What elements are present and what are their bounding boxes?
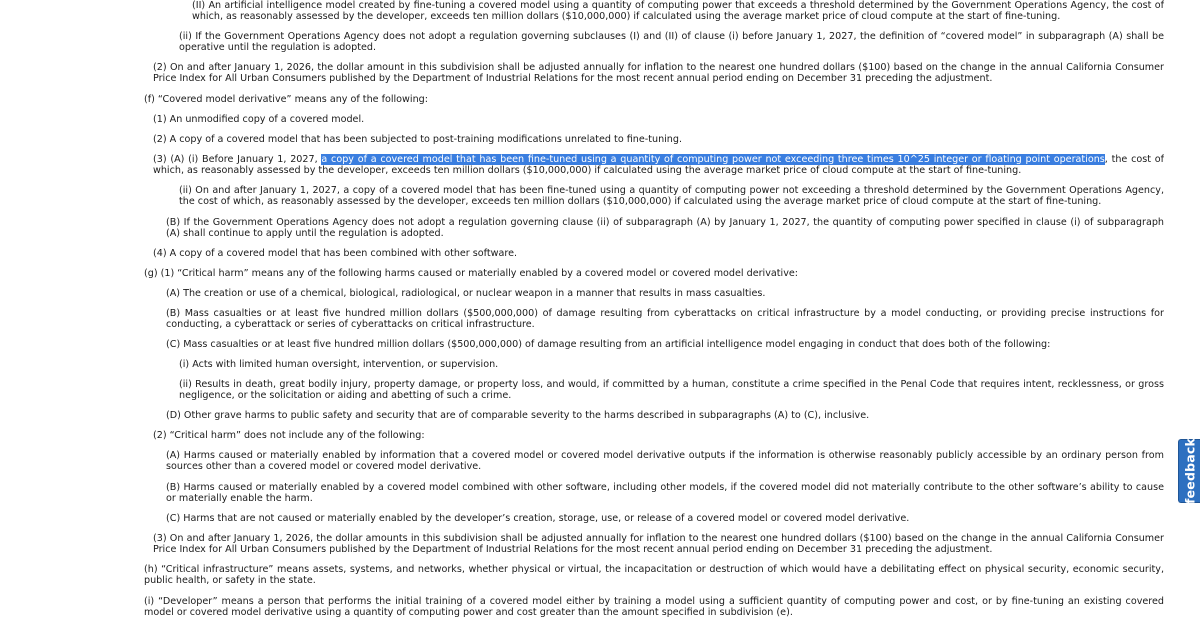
- paragraph-g-2-C: (C) Harms that are not caused or materially enabled by the developer’s creation, storage, use, or release of a covered model or covered model derivative.: [166, 513, 910, 524]
- paragraph-f-3-A-i: [153, 154, 1164, 177]
- f-3-suffix-text: , the cost of which, as reasonably assessed by the developer, exceeds ten million dollars ($10,000,000) if calculated using the average market price of cloud compute at the start of fine-tuning.: [153, 154, 1164, 177]
- paragraph-g-1-C-ii: (ii) Results in death, great bodily injury, property damage, or property loss, and would, if committed by a human, constitute a crime specified in the Penal Code that requires intent, recklessness, or gross negligence, or the solicitation or aiding and abetting of such a crime.: [179, 379, 1164, 402]
- paragraph-f-a-2-II: (II) An artificial intelligence model created by fine-tuning a covered model using a quantity of computing power that exceeds a threshold determined by the Government Operations Agency, the cost of which, as reasonably assessed by the developer, exceeds ten million dollars ($10,000,000) if calculated using the average market price of cloud compute at the start of fine-tuning.: [192, 0, 1164, 23]
- paragraph-g-2-A: (A) Harms caused or materially enabled by information that a covered model or covered model derivative outputs if the information is otherwise reasonably publicly accessible by an ordinary person from sources other than a covered model or covered model derivative.: [166, 450, 1164, 473]
- paragraph-g-1: (g) (1) “Critical harm” means any of the following harms caused or materially enabled by a covered model or covered model derivative:: [144, 268, 799, 279]
- feedback-button[interactable]: [1178, 439, 1200, 503]
- paragraph-g-1-A: (A) The creation or use of a chemical, biological, radiological, or nuclear weapon in a manner that results in mass casualties.: [166, 288, 766, 299]
- paragraph-e-2: (2) On and after January 1, 2026, the dollar amount in this subdivision shall be adjusted annually for inflation to the nearest one hundred dollars ($100) based on the change in the annual California Consumer Price Index for All Urban Consumers published by the Department of Industrial Relations for the most recent annual period ending on December 31 preceding the adjustment.: [153, 62, 1164, 85]
- paragraph-f-1: (1) An unmodified copy of a covered model.: [153, 114, 365, 125]
- paragraph-f-4: (4) A copy of a covered model that has been combined with other software.: [153, 248, 518, 259]
- paragraph-g-2: (2) “Critical harm” does not include any of the following:: [153, 430, 425, 441]
- paragraph-f-2: (2) A copy of a covered model that has been subjected to post-training modifications unrelated to fine-tuning.: [153, 134, 683, 145]
- paragraph-g-1-C-i: (i) Acts with limited human oversight, intervention, or supervision.: [179, 359, 499, 370]
- paragraph-g-1-C: (C) Mass casualties or at least five hundred million dollars ($500,000,000) of damage resulting from an artificial intelligence model engaging in conduct that does both of the following:: [166, 339, 1051, 350]
- paragraph-f-3-A-ii: (ii) On and after January 1, 2027, a copy of a covered model that has been fine-tuned using a quantity of computing power not exceeding a threshold determined by the Government Operations Agency, the cost of which, as reasonably assessed by the developer, exceeds ten million dollars ($10,000,000) if calculated using the average market price of cloud compute at the start of fine-tuning.: [179, 185, 1164, 208]
- feedback-label: feedback: [1181, 437, 1197, 505]
- paragraph-h: (h) “Critical infrastructure” means assets, systems, and networks, whether physical or virtual, the incapacitation or destruction of which would have a debilitating effect on physical security, economic security, public health, or safety in the state.: [144, 564, 1164, 587]
- paragraph-g-3: (3) On and after January 1, 2026, the dollar amounts in this subdivision shall be adjusted annually for inflation to the nearest one hundred dollars ($100) based on the change in the annual California Consumer Price Index for All Urban Consumers published by the Department of Industrial Relations for the most recent annual period ending on December 31 preceding the adjustment.: [153, 533, 1164, 556]
- paragraph-f-heading: (f) “Covered model derivative” means any of the following:: [144, 94, 428, 105]
- selected-text-highlight[interactable]: a copy of a covered model that has been fine-tuned using a quantity of computing power not exceeding three times 10^25 integer or floating point operations: [321, 154, 1105, 165]
- paragraph-g-1-D: (D) Other grave harms to public safety and security that are of comparable severity to the harms described in subparagraphs (A) to (C), inclusive.: [166, 410, 870, 421]
- paragraph-g-2-B: (B) Harms caused or materially enabled by a covered model combined with other software, including other models, if the covered model did not materially contribute to the other software’s ability to cause or materially enable the harm.: [166, 482, 1164, 505]
- paragraph-i: (i) “Developer” means a person that performs the initial training of a covered model either by training a model using a sufficient quantity of computing power and cost, or by fine-tuning an existing covered model or covered model derivative using a quantity of computing power and cost greater than the amount specified in subdivision (e).: [144, 596, 1164, 619]
- f-3-prefix-text: (3) (A) (i) Before January 1, 2027,: [153, 154, 322, 165]
- paragraph-g-1-B: (B) Mass casualties or at least five hundred million dollars ($500,000,000) of damage resulting from cyberattacks on critical infrastructure by a model conducting, or providing precise instructions for conducting, a cyberattack or series of cyberattacks on critical infrastructure.: [166, 308, 1164, 331]
- paragraph-f-a-ii: (ii) If the Government Operations Agency does not adopt a regulation governing subclauses (I) and (II) of clause (i) before January 1, 2027, the definition of “covered model” in subparagraph (A) shall be operative until the regulation is adopted.: [179, 31, 1164, 54]
- paragraph-f-3-B: (B) If the Government Operations Agency does not adopt a regulation governing clause (ii) of subparagraph (A) by January 1, 2027, the quantity of computing power specified in clause (i) of subparagraph (A) shall continue to apply until the regulation is adopted.: [166, 217, 1164, 240]
